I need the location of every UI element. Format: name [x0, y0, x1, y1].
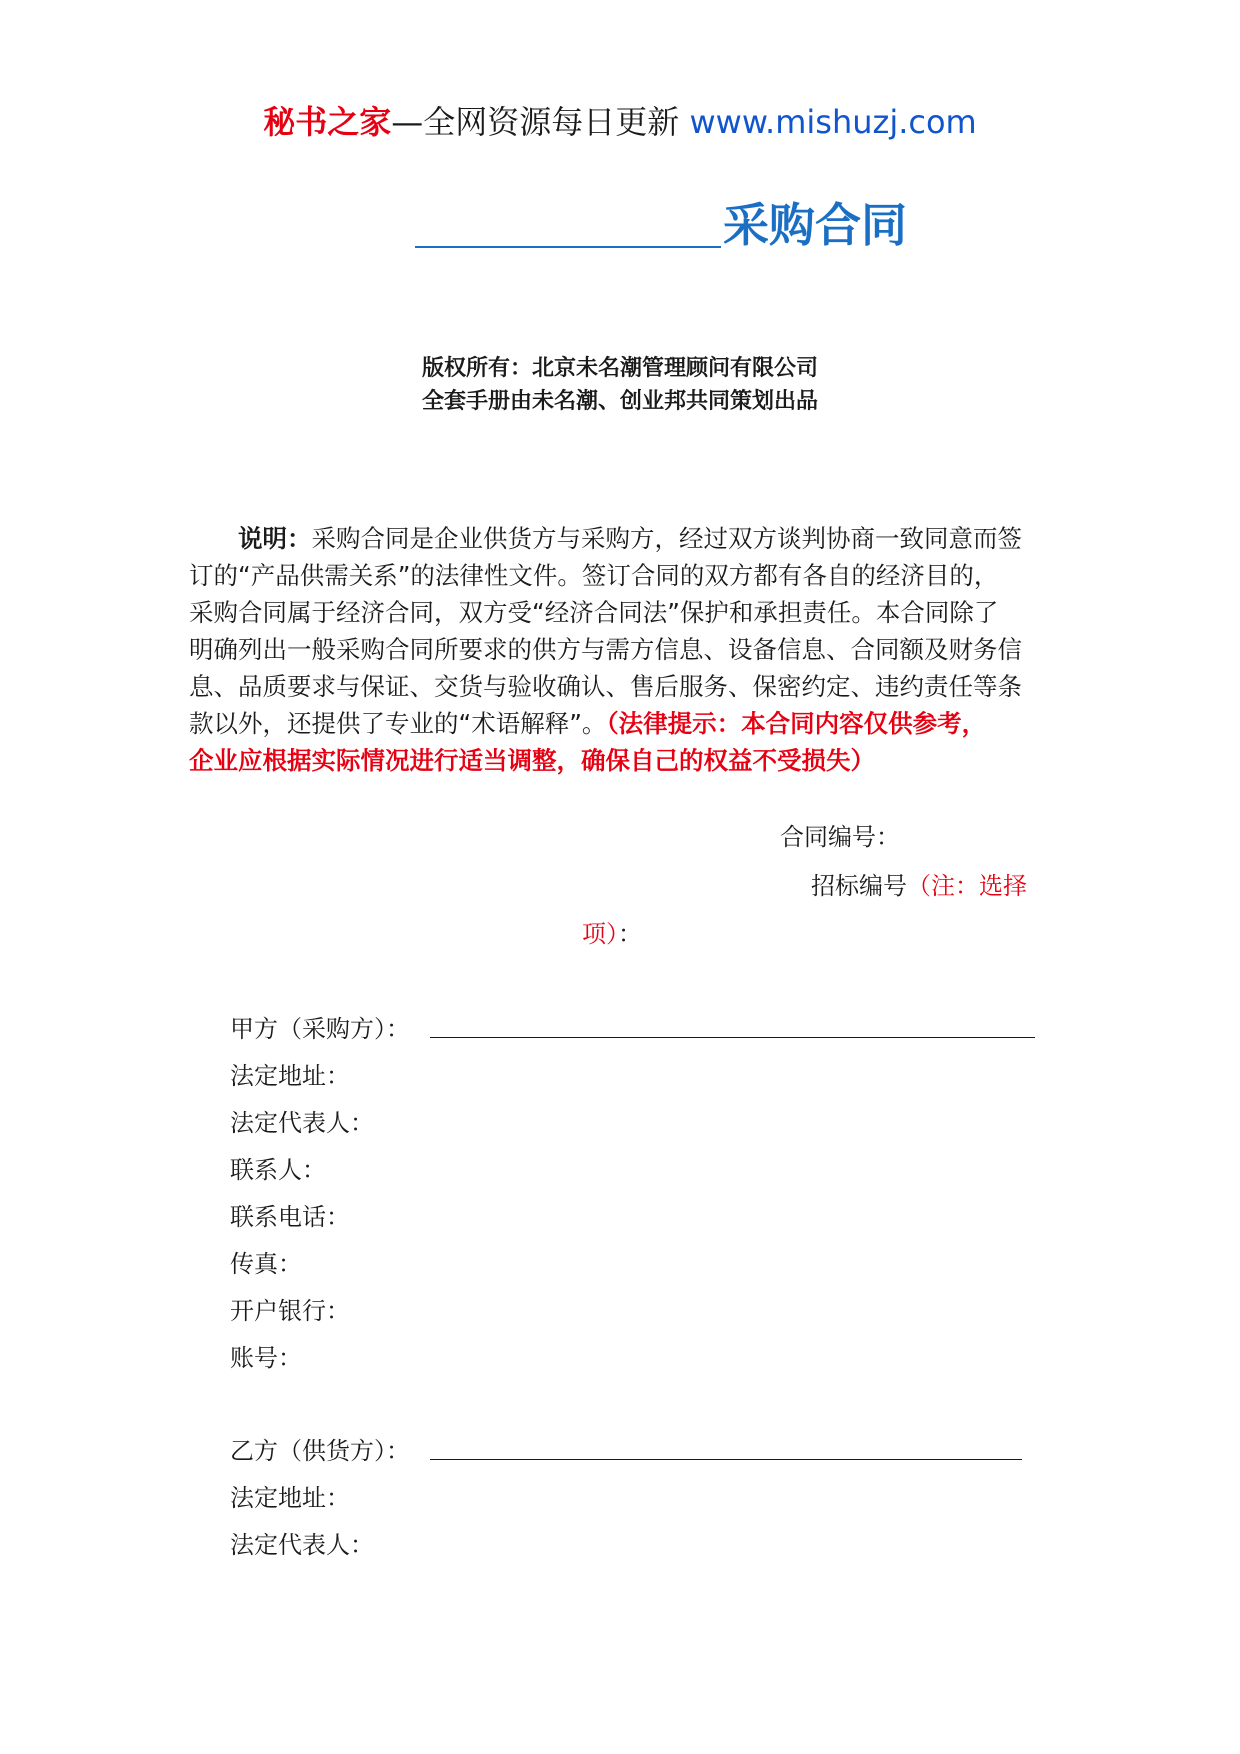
- copyright-line-1: 版权所有：北京未名潮管理顾问有限公司: [421, 356, 818, 381]
- contract-number-label: 合同编号：: [780, 823, 900, 851]
- note-line: 说明：采购合同是企业供货方与采购方，经过双方谈判协商一致同意而签: [238, 524, 1022, 553]
- banner-slogan: —全网资源每日更新: [391, 103, 680, 141]
- party-a-account: 账号：: [230, 1344, 302, 1372]
- note-line: 息、品质要求与保证、交货与验收确认、售后服务、保密约定、违约责任等条: [189, 672, 1022, 701]
- party-b-fill-line[interactable]: [430, 1459, 1022, 1460]
- title-blank-underline: [415, 246, 721, 248]
- document-title: 采购合同: [723, 198, 907, 252]
- party-a-fill-line[interactable]: [430, 1037, 1035, 1038]
- note-line: 采购合同属于经济合同，双方受“经济合同法”保护和承担责任。本合同除了: [189, 598, 999, 627]
- party-a-phone: 联系电话：: [230, 1203, 350, 1231]
- legal-hint-continued: 企业应根据实际情况进行适当调整，确保自己的权益不受损失）: [189, 746, 875, 775]
- site-banner: [0, 98, 1240, 146]
- note-line: 订的“产品供需关系”的法律性文件。签订合同的双方都有各自的经济目的，: [189, 561, 999, 590]
- tender-number-note-end: 项）：: [582, 920, 642, 948]
- party-a-bank: 开户银行：: [230, 1297, 350, 1325]
- legal-hint: （法律提示：本合同内容仅供参考，: [606, 709, 987, 738]
- note-line: 款以外，还提供了专业的“术语解释”。（法律提示：本合同内容仅供参考，: [189, 709, 987, 738]
- site-link[interactable]: www.mishuzj.com: [689, 103, 977, 141]
- note-line: 明确列出一般采购合同所要求的供方与需方信息、设备信息、合同额及财务信: [189, 635, 1022, 664]
- party-a-address: 法定地址：: [230, 1062, 350, 1090]
- brand-name: 秘书之家: [263, 103, 392, 141]
- party-a-legal-rep: 法定代表人：: [230, 1109, 374, 1137]
- party-a-contact: 联系人：: [230, 1156, 326, 1184]
- party-b-address: 法定地址：: [230, 1484, 350, 1512]
- party-a-fax: 传真：: [230, 1250, 302, 1278]
- party-b-legal-rep: 法定代表人：: [230, 1531, 374, 1559]
- description-paragraph: [189, 520, 1044, 779]
- party-a-label: 甲方（采购方）：: [230, 1015, 410, 1043]
- tender-number-label: 招标编号（注：选择: [811, 872, 1027, 900]
- note-lead: 说明：: [238, 524, 312, 553]
- party-b-label: 乙方（供货方）：: [230, 1437, 410, 1465]
- tender-note: （注：选择: [907, 872, 1027, 900]
- copyright-line-2: 全套手册由未名潮、创业邦共同策划出品: [421, 389, 818, 414]
